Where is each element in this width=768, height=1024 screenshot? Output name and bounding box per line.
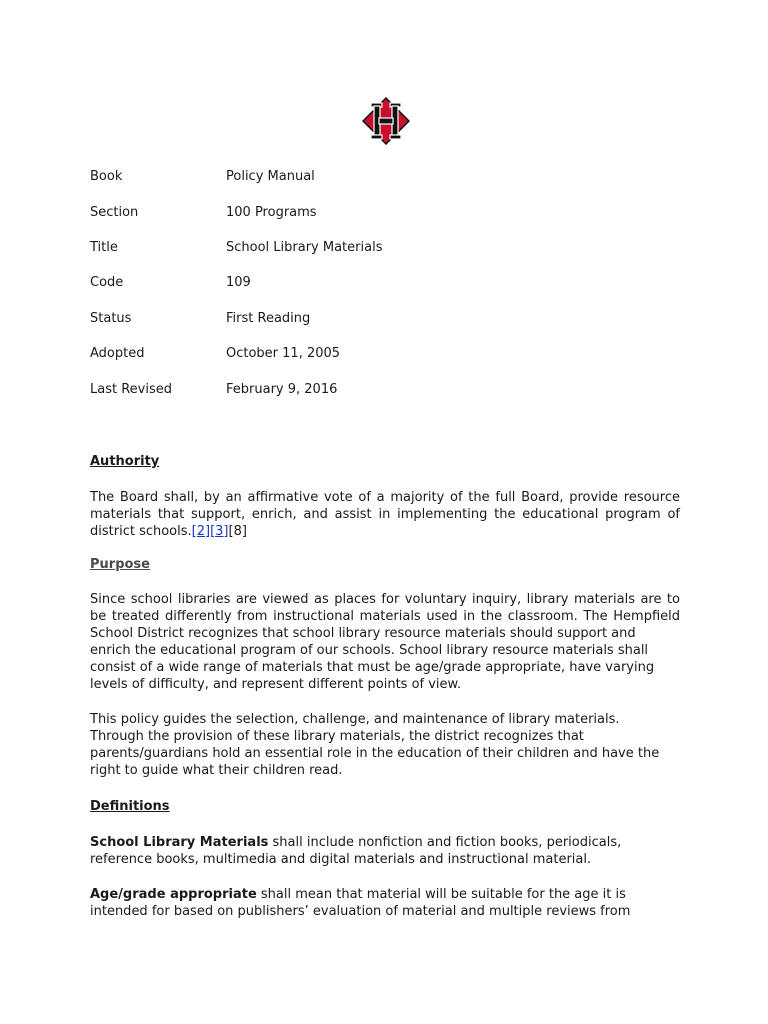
reference-8: [8]: [228, 524, 247, 539]
meta-label: Last Revised: [90, 382, 172, 397]
text-line: parents/guardians hold an essential role in the education of their children and have the: [90, 746, 660, 761]
text-line: [90, 523, 680, 540]
purpose-paragraph-1: [90, 591, 680, 693]
text-fragment: district schools.: [90, 524, 192, 539]
text-line: reference books, multimedia and digital materials and instructional material.: [90, 852, 592, 867]
meta-row-book: [90, 168, 315, 186]
section-heading-definitions: Definitions: [90, 799, 170, 814]
meta-row-section: [90, 204, 317, 222]
meta-row-title: [90, 239, 382, 257]
meta-value: 100 Programs: [226, 205, 317, 220]
meta-value: Policy Manual: [226, 169, 315, 184]
meta-value: First Reading: [226, 311, 311, 326]
meta-value: October 11, 2005: [226, 346, 341, 361]
meta-label: Section: [90, 205, 139, 220]
meta-label: Code: [90, 275, 124, 290]
definition-term: School Library Materials: [90, 835, 269, 850]
text-line: This policy guides the selection, challenge, and maintenance of library materials.: [90, 712, 620, 727]
authority-paragraph: [90, 489, 680, 540]
text-line: right to guide what their children read.: [90, 763, 343, 778]
definition-text: shall include nonfiction and fiction books, periodicals,: [268, 835, 622, 850]
meta-value: 109: [226, 275, 251, 290]
definition-term: Age/grade appropriate: [90, 887, 257, 902]
text-line: The Board shall, by an affirmative vote of a majority of the full Board, provide resource: [90, 490, 680, 505]
purpose-paragraph-2: [90, 711, 680, 779]
meta-label: Title: [90, 240, 118, 255]
reference-link-3[interactable]: [3]: [210, 524, 229, 539]
section-heading-purpose: Purpose: [90, 557, 150, 572]
meta-row-status: [90, 310, 310, 328]
text-line: be treated differently from instructional materials used in the classroom. The Hempfield: [90, 609, 680, 624]
section-heading-authority: Authority: [90, 454, 160, 469]
meta-value: School Library Materials: [226, 240, 383, 255]
meta-label: Adopted: [90, 346, 145, 361]
text-line: levels of difficulty, and represent different points of view.: [90, 677, 462, 692]
text-line: consist of a wide range of materials that must be age/grade appropriate, have varying: [90, 660, 655, 675]
text-line: intended for based on publishers’ evaluation of material and multiple reviews from: [90, 904, 631, 919]
meta-row-last-revised: [90, 381, 337, 399]
text-line: enrich the educational program of our schools. School library resource materials shall: [90, 643, 649, 658]
definition-school-library-materials: [90, 834, 680, 868]
text-line: School District recognizes that school library resource materials should support and: [90, 626, 636, 641]
meta-label: Book: [90, 169, 123, 184]
text-line: Since school libraries are viewed as places for voluntary inquiry, library materials are to: [90, 592, 680, 607]
definition-age-grade-appropriate: [90, 886, 680, 920]
meta-label: Status: [90, 311, 132, 326]
meta-row-code: [90, 274, 251, 292]
meta-row-adopted: [90, 345, 340, 363]
text-line: [90, 834, 680, 851]
reference-link-2[interactable]: [2]: [191, 524, 211, 539]
hempfield-h-logo: [362, 97, 410, 145]
meta-value: February 9, 2016: [226, 382, 338, 397]
text-line: [90, 886, 680, 903]
text-line: Through the provision of these library materials, the district recognizes that: [90, 729, 584, 744]
definition-text: shall mean that material will be suitable for the age it is: [256, 887, 626, 902]
text-line: materials that support, enrich, and assist in implementing the educational program of: [90, 507, 680, 522]
